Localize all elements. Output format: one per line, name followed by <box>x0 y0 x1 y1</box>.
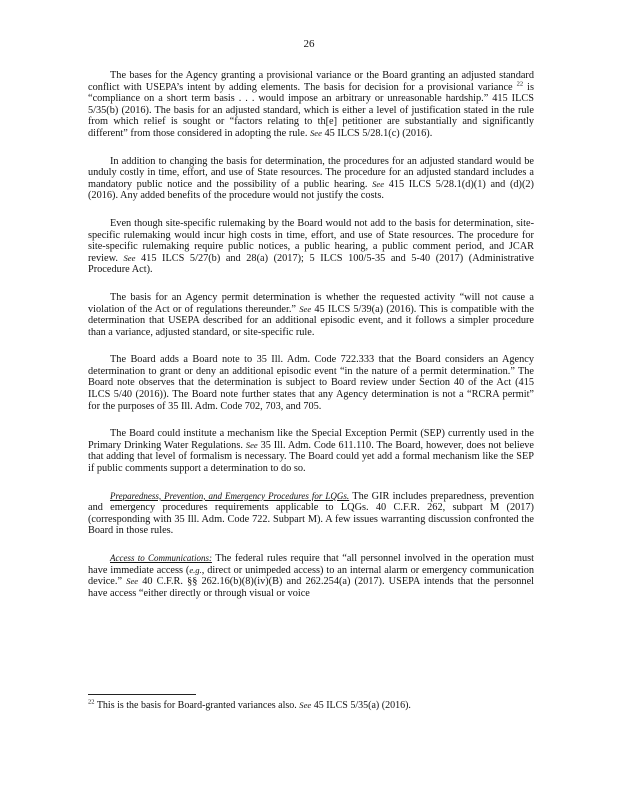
section-heading: Preparedness, Prevention, and Emergency Procedures for LQGs. <box>110 490 350 501</box>
text-run: 45 ILCS 5/35(a) (2016). <box>311 700 411 711</box>
text-run: The GIR includes preparedness, prevention and emergency procedures requirements applicable to LQGs. 40 C.F.R. 262, subpart M (2017) (corresponding with 35 Ill. Adm. Code 722. Subpart M). A few issues warranting discussion confronted the Board in those rules. <box>88 490 534 537</box>
citation-signal: See <box>123 252 136 263</box>
text-run: Even though site-specific rulemaking by the Board would not add to the basis for determination, site-specific rulemaking would incur high costs in time, effort, and use of State resources. The procedure for site-specific rulemaking require public notices, a public hearing, a public comment period, and JCAR review. <box>88 217 534 264</box>
footnote <box>88 699 534 712</box>
footnote-text <box>95 700 411 711</box>
body-text <box>88 70 534 615</box>
citation-signal: e.g. <box>189 564 202 575</box>
paragraph-preparedness-lqgs <box>88 491 534 537</box>
citation-signal: See <box>309 127 322 138</box>
text-run: The Board could institute a mechanism like the Special Exception Permit (SEP) currently used in the Primary Drinking Water Regulations. <box>88 428 534 451</box>
text-run: 415 ILCS 5/28.1(d)(1) and (d)(2) (2016). Any added benefits of the procedure would not justify the costs. <box>88 178 534 202</box>
footnote-number: 22 <box>88 698 95 706</box>
text-run: In addition to changing the basis for determination, the procedures for an adjusted standard would be unduly costly in time, effort, and use of State resources. The procedure for an adjusted standard includes a mandatory public notice and the possibility of a public hearing. <box>88 155 534 190</box>
text-run: 415 ILCS 5/27(b) and 28(a) (2017); 5 ILCS 100/5-35 and 5-40 (2017) (Administrative Procedure Act). <box>88 252 534 276</box>
text-run: is “compliance on a short term basis . . . would impose an arbitrary or unreasonable hardship.” 415 ILCS 5/35(b) (2016). The basis for an adjusted standard, which is either a level of justification stated in the rule from which relief is sought or “factors relating to th[e] petitioner are substantially and significantly different” from those considered in adopting the rule. <box>88 81 534 139</box>
text-run: 45 ILCS 5/28.1(c) (2016). <box>321 127 433 139</box>
text-run: 40 C.F.R. §§ 262.16(b)(8)(iv)(B) and 262.254(a) (2017). USEPA intends that the personnel have access “either directly or through visual or voice <box>88 576 535 599</box>
text-run: 35 Ill. Adm. Code 611.110. The Board, however, does not believe that adding that level of formalism is necessary. The Board could yet add a formal mechanism like the SEP if public comments support a determination to do so. <box>88 439 534 475</box>
text-run: The basis for an Agency permit determination is whether the requested activity “will not cause a violation of the Act or of regulations thereunder.” <box>88 291 534 315</box>
footnote-divider <box>88 694 196 695</box>
text-run: This is the basis for Board-granted variances also. <box>94 700 300 711</box>
paragraph-site-specific-rulemaking <box>88 218 534 276</box>
paragraph-access-to-communications <box>88 553 534 599</box>
citation-signal: See <box>372 178 385 189</box>
paragraph-special-exception-permit <box>88 428 534 474</box>
text-run: , direct or unimpeded access) to an internal alarm or emergency communication device.” <box>88 564 534 588</box>
page-number: 26 <box>303 38 315 50</box>
text-run: 45 ILCS 5/39(a) (2016). This is compatible with the determination that USEPA described for an additional episodic event, and it follows a simpler procedure than a variance, adjusted standard, or site-specific rule. <box>88 303 534 338</box>
citation-signal: See <box>299 303 312 314</box>
citation-signal: See <box>245 439 258 450</box>
paragraph-provisional-variance-basis <box>88 70 534 140</box>
text-run: The Board adds a Board note to 35 Ill. Adm. Code 722.333 that the Board considers an Agency determination to grant or deny an additional episodic event “in the nature of a permit determination.” The Board note observes that the determination is subject to Board review under Section 40 of the Act (415 ILCS 5/40 (2016)). The Board note further states that any Agency determination is not a “RCRA permit” for the purposes of 35 Ill. Adm. Code 702, 703, and 705. <box>88 354 534 412</box>
text-run: The federal rules require that “all personnel involved in the operation must have immediate access ( <box>88 553 534 576</box>
paragraph-board-note <box>88 354 534 412</box>
paragraph-adjusted-standard-procedure <box>88 156 534 202</box>
footnote-reference: 22 <box>516 80 524 88</box>
text-run: The bases for the Agency granting a provisional variance or the Board granting an adjusted standard conflict with USEPA’s intent by adding elements. The basis for decision for a provisional variance <box>88 70 534 93</box>
paragraph-permit-determination <box>88 292 534 338</box>
section-heading: Access to Communications: <box>110 553 212 563</box>
citation-signal: See <box>299 700 312 710</box>
citation-signal: See <box>126 576 139 587</box>
